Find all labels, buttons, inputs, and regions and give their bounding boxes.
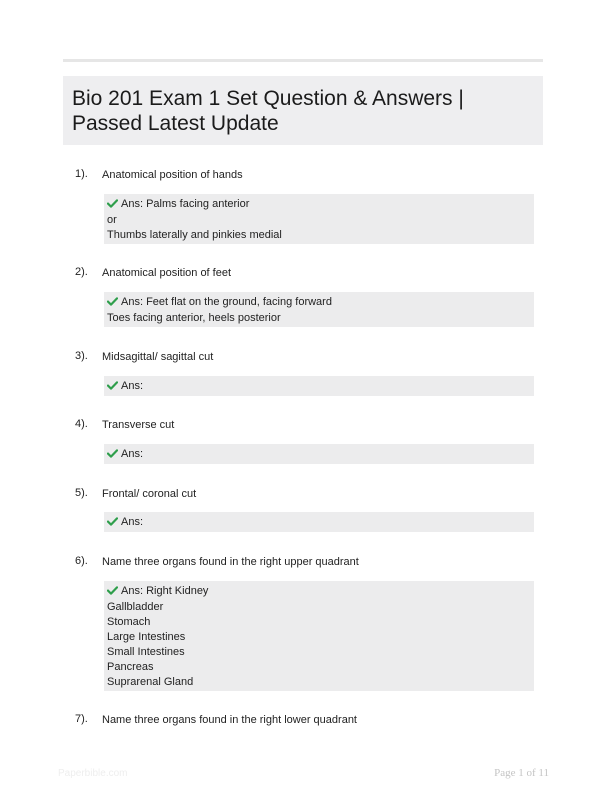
answer-line: Thumbs laterally and pinkies medial xyxy=(107,229,282,241)
answer-box xyxy=(104,581,534,691)
question-text: Name three organs found in the right lower quadrant xyxy=(102,714,357,726)
question-text: Anatomical position of hands xyxy=(102,169,243,181)
answer-prefix: Ans: Right Kidney xyxy=(121,585,209,597)
check-icon xyxy=(107,516,118,531)
answer-prefix: Ans: Feet flat on the ground, facing forward xyxy=(121,296,332,308)
answer-line: Large Intestines xyxy=(107,631,186,643)
question-text: Name three organs found in the right upper quadrant xyxy=(102,556,359,568)
check-icon xyxy=(107,585,118,600)
top-divider xyxy=(63,59,543,62)
footer-site-watermark: Paperbible.com xyxy=(58,768,128,779)
answer-prefix: Ans: xyxy=(121,448,144,460)
page-number: Page 1 of 11 xyxy=(494,767,549,779)
answer-prefix: Ans: xyxy=(121,380,144,392)
answer-box xyxy=(104,376,534,396)
answer-line: Suprarenal Gland xyxy=(107,676,194,688)
answer-prefix: Ans: Palms facing anterior xyxy=(121,198,250,210)
question-text: Frontal/ coronal cut xyxy=(102,488,197,500)
question-text: Transverse cut xyxy=(102,419,175,431)
answer-line: Small Intestines xyxy=(107,646,185,658)
question-number: 4). xyxy=(75,418,88,430)
answer-prefix: Ans: xyxy=(121,516,144,528)
check-icon xyxy=(107,296,118,311)
question-text: Midsagittal/ sagittal cut xyxy=(102,351,214,363)
answer-line: or xyxy=(107,214,117,226)
answer-box xyxy=(104,512,534,532)
answer-line: Stomach xyxy=(107,616,151,628)
question-number: 2). xyxy=(75,266,88,278)
answer-line: Toes facing anterior, heels posterior xyxy=(107,312,281,324)
answer-line: Pancreas xyxy=(107,661,154,673)
answer-line: Gallbladder xyxy=(107,601,164,613)
question-number: 7). xyxy=(75,713,88,725)
question-number: 5). xyxy=(75,487,88,499)
check-icon xyxy=(107,380,118,395)
answer-box xyxy=(104,444,534,464)
question-number: 6). xyxy=(75,555,88,567)
check-icon xyxy=(107,448,118,463)
title-box xyxy=(63,76,543,145)
document-title: Bio 201 Exam 1 Set Question & Answers | Passed Latest Update xyxy=(72,87,464,135)
answer-box xyxy=(104,292,534,327)
question-text: Anatomical position of feet xyxy=(102,267,232,279)
question-number: 3). xyxy=(75,350,88,362)
answer-box xyxy=(104,194,534,244)
question-number: 1). xyxy=(75,168,88,180)
check-icon xyxy=(107,198,118,213)
